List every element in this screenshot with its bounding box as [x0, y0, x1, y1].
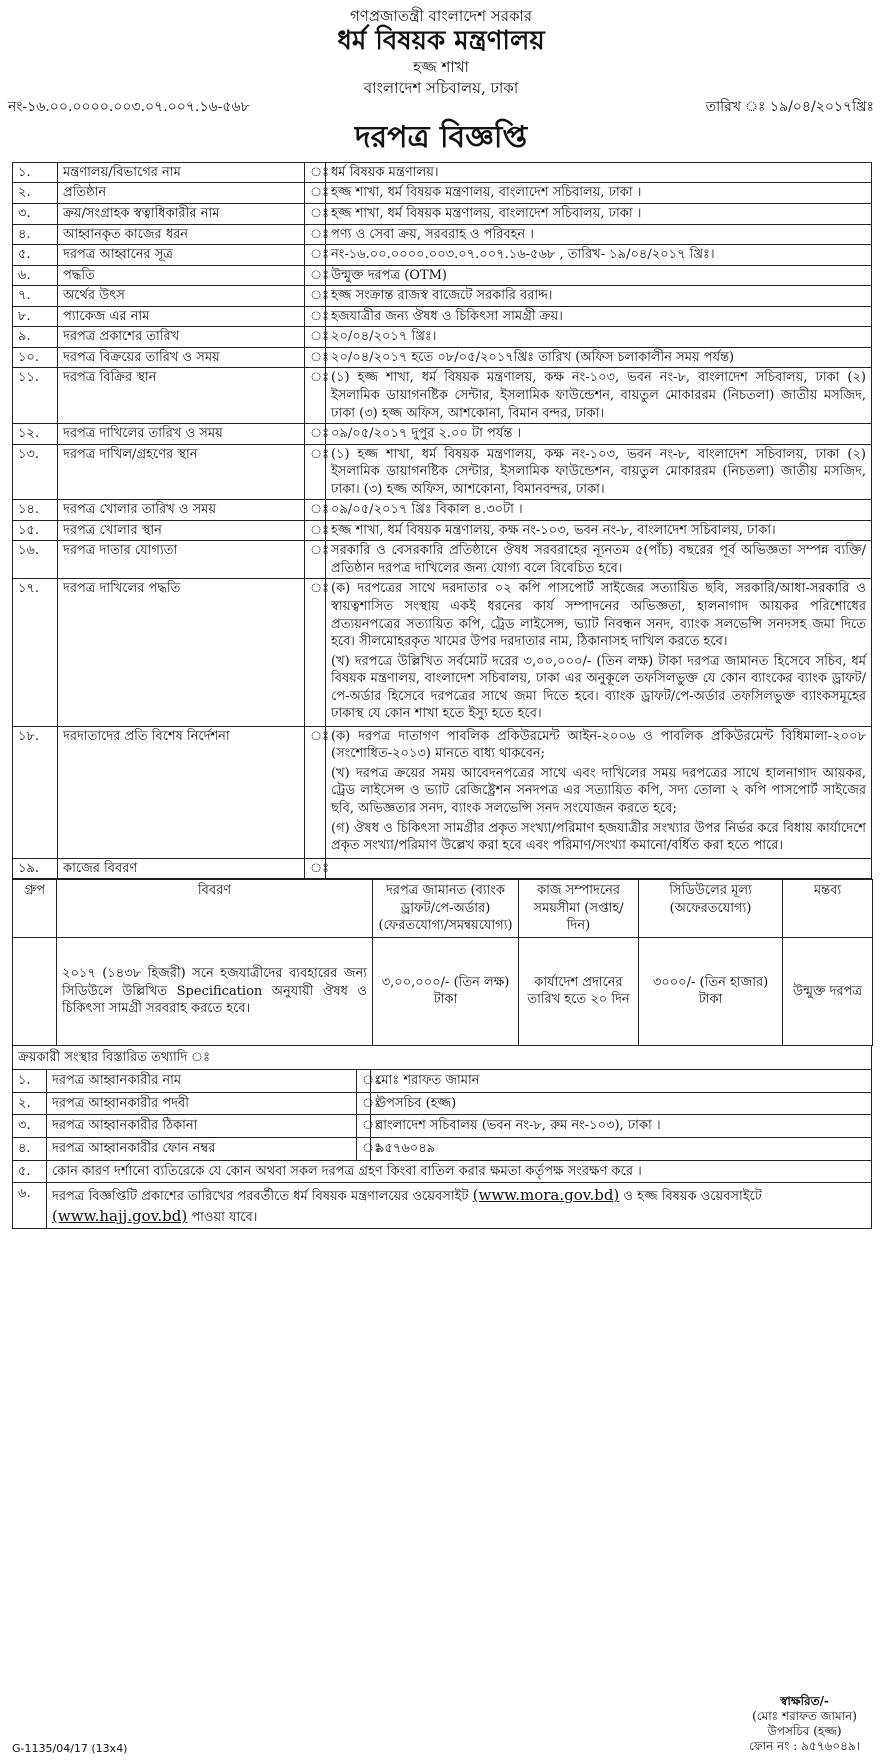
- row-number: ৪.: [13, 1138, 47, 1161]
- row-label: দরপত্র আহ্বানের সূত্র: [58, 245, 305, 266]
- row-label: প্রতিষ্ঠান: [58, 183, 305, 204]
- clause-kha: (খ) দরপত্রে উল্লিখিত সর্বমোট দরের ৩,০০,০০০/- (তিন লক্ষ) টাকা দরপত্র জামানত হিসেবে সচিব, ধর্ম বিষয়ক মন্ত্রণালয়, বাংলাদেশ সচিবালয়, ঢাকা এর অনুকূলে তফসিলভুক্ত যে কোন ব্যাংকের ব্যাংক ড্রাফট/পে-অর্ডার হিসেবে দরপত্রের সাথে জমা দিতে হবে। ব্যাংক ড্রাফট/পে-অর্ডার তফসিলভুক্ত ব্যাংকসমূহের ঢাকাস্থ যে কোন শাখা হতে ইস্যু হতে হবে।: [331, 653, 866, 722]
- row-number: ১.: [13, 1070, 47, 1093]
- work-data-row: [13, 937, 873, 1045]
- row-colon: ঃ: [305, 204, 326, 225]
- row-colon: ঃ: [357, 1070, 371, 1093]
- table-row: [13, 1070, 872, 1093]
- table-row: [13, 1183, 872, 1229]
- row-label: দরপত্র আহ্বানকারীর নাম: [47, 1070, 357, 1093]
- row-label: দরপত্র বিক্রির স্থান: [58, 368, 305, 424]
- row-label: মন্ত্রণালয়/বিভাগের নাম: [58, 162, 305, 183]
- row-label: দরপত্র প্রকাশের তারিখ: [58, 327, 305, 348]
- row-label: ক্রয়/সংগ্রাহক স্বত্বাধিকারীর নাম: [58, 204, 305, 225]
- clause-ka: (ক) দরপত্র দাতাগণ পাবলিক প্রকিউরমেন্ট আইন-২০০৬ ও পাবলিক প্রকিউরমেন্ট বিধিমালা-২০০৮ (সংশোধিত-২০১৩) মানতে বাধ্য থাকবেন;: [331, 728, 866, 762]
- table-row: [13, 579, 872, 726]
- row-label: দরপত্র খোলার তারিখ ও সময়: [58, 500, 305, 521]
- row-value: উপসচিব (হজ্জ): [371, 1092, 872, 1115]
- row-label: আহ্বানকৃত কাজের ধরন: [58, 224, 305, 245]
- row-colon: ঃ: [357, 1138, 371, 1161]
- row-value: বাংলাদেশ সচিবালয় (ভবন নং-৮, রুম নং-১০৩), ঢাকা ।: [371, 1115, 872, 1138]
- row-label: প্যাকেজ এর নাম: [58, 306, 305, 327]
- letterhead: [0, 0, 882, 98]
- row-colon: ঃ: [305, 520, 326, 541]
- row-value: ০৯/০৫/২০১৭ দুপুর ২.০০ টা পর্যন্ত ।: [326, 424, 872, 445]
- row-value: মোঃ শরাফত জামান: [371, 1070, 872, 1093]
- table-row: [13, 444, 872, 500]
- row-number: ৫.: [13, 1160, 47, 1183]
- clause-ga: (গ) ঔষধ ও চিকিৎসা সামগ্রীর প্রকৃত সংখ্যা/পরিমাণ হজযাত্রীর সংখ্যার উপর নির্ভর করে বিধায় কার্যাদেশে প্রকৃত সংখ্যা/পরিমাণ উল্লেখ করা হবে এবং পরিমাণ/সংখ্যা কমানো/বর্ধিত করা হতে পারে।: [331, 820, 866, 854]
- header-security: দরপত্র জামানত (ব্যাংক ড্রাফট/পে-অর্ডার) (ফেরতযোগ্য/সমন্বয়যোগ্য): [373, 880, 519, 938]
- row-number: ৮.: [13, 306, 58, 327]
- table-row: [13, 1138, 872, 1161]
- header-duration: কাজ সম্পাদনের সময়সীমা (সপ্তাহ/দিন): [519, 880, 639, 938]
- row-value: হজযাত্রীর জন্য ঔষধ ও চিকিৎসা সামগ্রী ক্রয়।: [326, 306, 872, 327]
- table-row: [13, 1160, 872, 1183]
- table-row: [13, 347, 872, 368]
- table-row: [13, 858, 872, 879]
- row-number: ৫.: [13, 245, 58, 266]
- wing-name: হজ্জ শাখা: [413, 58, 469, 77]
- row-value: ০৯/০৫/২০১৭ খ্রিঃ বিকাল ৪.৩০টা ।: [326, 500, 872, 521]
- signatory-name: (মোঃ শরাফত জামান): [752, 1709, 857, 1723]
- table-row: [13, 424, 872, 445]
- row-colon: ঃ: [305, 306, 326, 327]
- row-value: পণ্য ও সেবা ক্রয়, সরবরাহ ও পরিবহন ।: [326, 224, 872, 245]
- row-colon: ঃ: [305, 726, 326, 858]
- purchaser-heading: ক্রয়কারী সংস্থার বিস্তারিত তথ্যাদি ঃ: [12, 1046, 872, 1070]
- row-value: নং-১৬.০০.০০০০.০০৩.০৭.০০৭.১৬-৫৬৮ , তারিখ- ১৯/০৪/২০১৭ খ্রিঃ।: [326, 245, 872, 266]
- print-code: G-1135/04/17 (13x4): [12, 1742, 128, 1755]
- row-number: ১৪.: [13, 500, 58, 521]
- rights-reserved-note: কোন কারণ দর্শানো ব্যতিরেকে যে কোন অথবা সকল দরপত্র গ্রহণ কিংবা বাতিল করার ক্ষমতা কর্তৃপক্ষ সংরক্ষণ করে ।: [47, 1160, 872, 1183]
- work-header-row: [13, 880, 873, 938]
- table-row: [13, 541, 872, 579]
- row-number: ১৭.: [13, 579, 58, 726]
- table-row: [13, 520, 872, 541]
- table-row: [13, 327, 872, 348]
- row-value: ৯৫৭৬০৪৯: [371, 1138, 872, 1161]
- table-row: [13, 245, 872, 266]
- ministry-name: ধর্ম বিষয়ক মন্ত্রণালয়: [337, 26, 545, 57]
- row-value: উন্মুক্ত দরপত্র (OTM): [326, 265, 872, 286]
- row-colon: ঃ: [305, 347, 326, 368]
- row-number: ৩.: [13, 204, 58, 225]
- row-value: (১) হজ্জ শাখা, ধর্ম বিষয়ক মন্ত্রণালয়, কক্ষ নং-১০৩, ভবন নং-৮, বাংলাদেশ সচিবালয়, ঢাকা (২) ইসলামিক ডায়াগনষ্টিক সেন্টার, ইসলামিক ফাউন্ডেশন, বায়তুল মোকাররম (নিচতলা) জাতীয় মসজিদ, ঢাকা (৩) হজ্জ অফিস, আশকোনা, বিমান বন্দর, ঢাকা।: [326, 368, 872, 424]
- row-number: ১৫.: [13, 520, 58, 541]
- row-value: সরকারি ও বেসরকারি প্রতিষ্ঠানে ঔষধ সরবরাহের ন্যূনতম ৫(পাঁচ) বছরের পূর্ব অভিজ্ঞতা সম্পন্ন ব্যক্তি/প্রতিষ্ঠান দরপত্র দাখিলের জন্য যোগ্য বলে বিবেচিত হবে।: [326, 541, 872, 579]
- website-note: [47, 1183, 872, 1229]
- table-row: [13, 1092, 872, 1115]
- signature-block: [749, 1694, 860, 1754]
- row-colon: ঃ: [305, 162, 326, 183]
- table-row: [13, 306, 872, 327]
- row-label: দরপত্র আহ্বানকারীর পদবী: [47, 1092, 357, 1115]
- notice-title: দরপত্র বিজ্ঞপ্তি: [354, 119, 528, 155]
- row-colon: ঃ: [305, 858, 326, 879]
- row-number: ১১.: [13, 368, 58, 424]
- hajj-website-link[interactable]: (www.hajj.gov.bd): [52, 1206, 188, 1225]
- row-number: ১৬.: [13, 541, 58, 579]
- cell-description: ২০১৭ (১৪৩৮ হিজরী) সনে হজযাত্রীদের ব্যবহারের জন্য সিডিউলে উল্লিখিত Specification অনুযায়ী ঔষধ ও চিকিৎসা সামগ্রী সরবরাহ করতে হবে।: [57, 937, 373, 1045]
- row-colon: ঃ: [305, 224, 326, 245]
- row-label: দরপত্র দাখিলের তারিখ ও সময়: [58, 424, 305, 445]
- memo-number: নং-১৬.০০.০০০০.০০৩.০৭.০০৭.১৬-৫৬৮: [8, 98, 250, 115]
- cell-security: ৩,০০,০০০/- (তিন লক্ষ) টাকা: [373, 937, 519, 1045]
- clause-kha: (খ) দরপত্র ক্রয়ের সময় আবেদনপত্রের সাথে এবং দাখিলের সময় দরপত্রের সাথে হালনাগাদ আয়কর, ট্রেড লাইসেন্স ও ভ্যাট রেজিষ্ট্রেশন সনদপত্র এর সত্যায়িত কপি, সদ্য তোলা ২ কপি পাসপোর্ট সাইজের ছবি, অভিজ্ঞতার সনদ, ব্যাংক সলভেন্সি সনদ সংযোজন করতে হবে;: [331, 765, 866, 816]
- table-row: [13, 183, 872, 204]
- row-number: ৩.: [13, 1115, 47, 1138]
- header-group: গ্রুপ: [13, 880, 57, 938]
- table-row: [13, 162, 872, 183]
- signatory-designation: উপসচিব (হজ্জ): [767, 1724, 842, 1738]
- reference-line: [8, 98, 874, 120]
- row-number: ১৩.: [13, 444, 58, 500]
- website-note-text: পাওয়া যাবে।: [191, 1209, 258, 1225]
- row-number: ৯.: [13, 327, 58, 348]
- row-colon: ঃ: [305, 245, 326, 266]
- row-value: ২০/০৪/২০১৭ হতে ০৮/০৫/২০১৭খ্রিঃ তারিখ (অফিস চলাকালীন সময় পর্যন্ত): [326, 347, 872, 368]
- special-instructions: [326, 726, 872, 858]
- signed-label: স্বাক্ষরিত/-: [780, 1694, 829, 1708]
- table-row: [13, 500, 872, 521]
- row-label: দরপত্র দাখিল/গ্রহণের স্থান: [58, 444, 305, 500]
- row-label: পদ্ধতি: [58, 265, 305, 286]
- row-colon: ঃ: [305, 444, 326, 500]
- row-label: দরপত্র দাখিলের পদ্ধতি: [58, 579, 305, 726]
- row-number: ১০.: [13, 347, 58, 368]
- cell-duration: কার্যাদেশ প্রদানের তারিখ হতে ২০ দিন: [519, 937, 639, 1045]
- row-number: ১৯.: [13, 858, 58, 879]
- row-number: ৪.: [13, 224, 58, 245]
- row-colon: ঃ: [357, 1092, 371, 1115]
- header-description: বিবরণ: [57, 880, 373, 938]
- cell-remarks: উন্মুক্ত দরপত্র: [783, 937, 873, 1045]
- row-value: হজ্জ শাখা, ধর্ম বিষয়ক মন্ত্রণালয়, কক্ষ নং-১০৩, ভবন নং-৮, বাংলাদেশ সচিবালয়, ঢাকা।: [326, 520, 872, 541]
- row-number: ২.: [13, 183, 58, 204]
- row-number: ১৮.: [13, 726, 58, 858]
- row-value: হজ্জ শাখা, ধর্ম বিষয়ক মন্ত্রণালয়, বাংলাদেশ সচিবালয়, ঢাকা ।: [326, 204, 872, 225]
- table-row: [13, 1115, 872, 1138]
- row-number: ১.: [13, 162, 58, 183]
- mora-website-link[interactable]: (www.mora.gov.bd): [472, 1186, 620, 1205]
- submission-method: [326, 579, 872, 726]
- row-value: ২০/০৪/২০১৭ খ্রিঃ।: [326, 327, 872, 348]
- row-label: দরপত্র দাতার যোগ্যতা: [58, 541, 305, 579]
- row-label: দরপত্র আহ্বানকারীর ফোন নম্বর: [47, 1138, 357, 1161]
- row-label: দরপত্র খোলার স্থান: [58, 520, 305, 541]
- row-label: অর্থের উৎস: [58, 286, 305, 307]
- row-colon: ঃ: [357, 1115, 371, 1138]
- header-remarks: মন্তব্য: [783, 880, 873, 938]
- table-row: [13, 204, 872, 225]
- table-row: [13, 224, 872, 245]
- row-number: ৭.: [13, 286, 58, 307]
- cell-price: ৩০০০/- (তিন হাজার) টাকা: [639, 937, 783, 1045]
- header-price: সিডিউলের মূল্য (অফেরতযোগ্য): [639, 880, 783, 938]
- row-value: ধর্ম বিষয়ক মন্ত্রণালয়।: [326, 162, 872, 183]
- government-name: গণপ্রজাতন্ত্রী বাংলাদেশ সরকার: [349, 7, 533, 25]
- work-description-table: [12, 879, 873, 1046]
- table-row: [13, 368, 872, 424]
- row-number: ২.: [13, 1092, 47, 1115]
- row-colon: ঃ: [305, 579, 326, 726]
- row-value: [326, 858, 872, 879]
- notice-date: তারিখ ঃ ১৯/০৪/২০১৭খ্রিঃ: [705, 98, 874, 115]
- row-label: কাজের বিবরণ: [58, 858, 305, 879]
- purchaser-table: [12, 1069, 872, 1229]
- row-number: ৬.: [13, 1183, 47, 1229]
- row-colon: ঃ: [305, 265, 326, 286]
- website-note-text: ও হজ্জ বিষয়ক ওয়েবসাইটে: [623, 1189, 762, 1205]
- row-value: হজ্জ সংক্রান্ত রাজস্ব বাজেটে সরকারি বরাদ্দ।: [326, 286, 872, 307]
- row-colon: ঃ: [305, 424, 326, 445]
- row-number: ৬.: [13, 265, 58, 286]
- row-label: দরপত্র বিক্রয়ের তারিখ ও সময়: [58, 347, 305, 368]
- signatory-phone: ফোন নং : ৯৫৭৬০৪৯।: [749, 1739, 860, 1753]
- row-colon: ঃ: [305, 286, 326, 307]
- row-colon: ঃ: [305, 183, 326, 204]
- office-address: বাংলাদেশ সচিবালয়, ঢাকা: [363, 78, 519, 97]
- row-label: দরপত্র আহ্বানকারীর ঠিকানা: [47, 1115, 357, 1138]
- website-note-text: দরপত্র বিজ্ঞপ্তিটি প্রকাশের তারিখের পরবর্তীতে ধর্ম বিষয়ক মন্ত্রণালয়ের ওয়েবসাইট: [52, 1189, 469, 1205]
- table-row: [13, 265, 872, 286]
- table-row: [13, 286, 872, 307]
- tender-details-table: [12, 162, 872, 879]
- cell-group: [13, 937, 57, 1045]
- row-value: (১) হজ্জ শাখা, ধর্ম বিষয়ক মন্ত্রণালয়, কক্ষ নং-১০৩, ভবন নং-৮, বাংলাদেশ সচিবালয়, ঢাকা (২) ইসলামিক ডায়াগনষ্টিক সেন্টার, ইসলামিক ফাউন্ডেশন, বায়তুল মোকাররম (নিচতলা) জাতীয় মসজিদ, ঢাকা। (৩) হজ্জ অফিস, আশকোনা, বিমানবন্দর, ঢাকা।: [326, 444, 872, 500]
- clause-ka: (ক) দরপত্রের সাথে দরদাতার ০২ কপি পাসপোর্ট সাইজের সত্যায়িত ছবি, সরকারি/আধা-সরকারি ও স্বায়ত্বশাসিত সংস্থায় একই ধরনের কার্য সম্পাদনের অভিজ্ঞতা, হালনাগাদ আয়কর পরিশোধের প্রত্যয়নপত্রের সত্যায়িত কপি, ট্রেড লাইসেন্স, ভ্যাট নিবন্ধন সনদ, ব্যাংক সলভেন্সি সনদসহ জমা দিতে হবে। সীলমোহরকৃত খামের উপর দরদাতার নাম, ঠিকানাসহ দাখিল করতে হবে।: [331, 581, 866, 650]
- row-colon: ঃ: [305, 327, 326, 348]
- row-colon: ঃ: [305, 500, 326, 521]
- row-colon: ঃ: [305, 541, 326, 579]
- row-colon: ঃ: [305, 368, 326, 424]
- row-value: হজ্জ শাখা, ধর্ম বিষয়ক মন্ত্রণালয়, বাংলাদেশ সচিবালয়, ঢাকা ।: [326, 183, 872, 204]
- table-row: [13, 726, 872, 858]
- row-number: ১২.: [13, 424, 58, 445]
- row-label: দরদাতাদের প্রতি বিশেষ নির্দেশনা: [58, 726, 305, 858]
